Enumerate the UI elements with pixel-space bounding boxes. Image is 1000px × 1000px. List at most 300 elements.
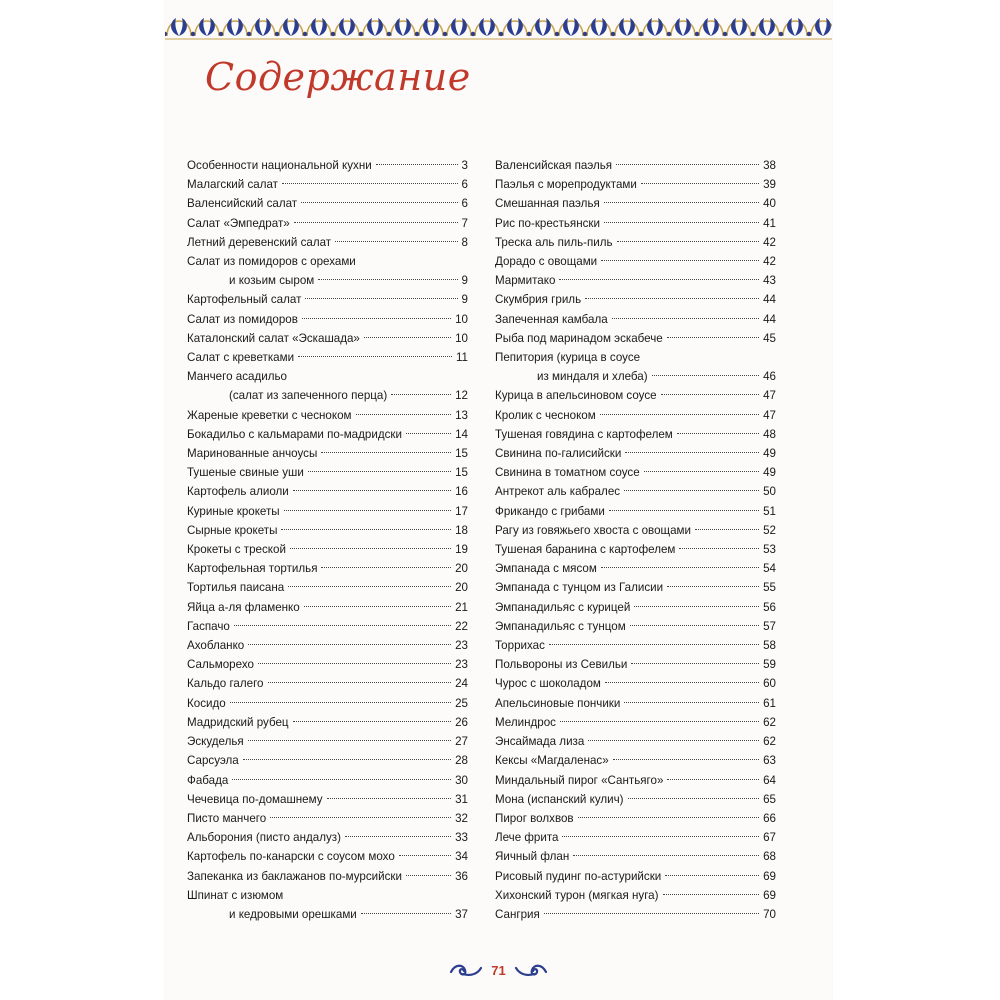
toc-entry-page: 13 [455,408,468,422]
toc-entry-title: Валенсийская паэлья [495,159,613,172]
ornament-dot [191,32,195,36]
toc-entry [495,790,776,809]
toc-entry [187,482,468,501]
dot-leader [248,740,451,741]
dot-leader [677,433,759,434]
toc-entry-page: 63 [763,754,776,768]
toc-entry-page: 23 [455,658,468,672]
toc-entry-title: Мармитако [495,274,556,288]
toc-entry [187,828,468,847]
toc-entry-title: Салат с креветками [187,351,295,365]
dot-leader [624,490,759,491]
toc-entry-title: и кедровыми орешками [229,907,357,921]
toc-entry [495,463,776,482]
ornament-arch [447,21,471,36]
toc-entry-title: Дорадо с овощами [495,255,598,269]
dot-leader [232,779,451,780]
ornament-dot [415,32,419,36]
toc-entry-page: 24 [455,677,468,691]
toc-entry [495,386,776,405]
dot-leader [631,663,759,664]
toc-entry-title: Лече фрита [495,831,559,845]
toc-entry-page: 64 [763,773,776,787]
toc-entry [187,578,468,597]
toc-entry-page: 19 [455,543,468,557]
dot-leader [302,318,451,319]
toc-entry-title: Тушеная баранина с картофелем [495,543,676,557]
toc-entry [187,694,468,713]
toc-entry-page: 54 [763,562,776,576]
toc-entry-page: 32 [455,811,468,825]
toc-entry-title: Кексы «Магдаленас» [495,754,609,768]
toc-entry [495,578,776,597]
toc-entry-title: Антрекот аль кабралес [495,485,621,499]
dot-leader [391,394,451,395]
ornament-arch [279,21,303,36]
toc-entry-title: Сырные крокеты [187,523,278,537]
toc-entry [495,771,776,790]
toc-entry [187,867,468,886]
dot-leader [282,183,458,184]
toc-entry-page: 15 [455,466,468,480]
toc-entry-page: 60 [763,677,776,691]
toc-entry [187,751,468,770]
toc-entry-title: Сангрия [495,907,540,921]
toc-entry-title: Ахобланко [187,639,245,653]
toc-entry-title: Эскуделья [187,735,244,749]
toc-entry [495,674,776,693]
toc-entry-title: Летний деревенский салат [187,235,332,249]
dot-leader [308,471,451,472]
dot-leader [318,279,457,280]
dot-leader [243,759,451,760]
toc-entry [187,713,468,732]
ornament-arch [475,21,499,36]
toc-entry-title: Чечевица по-домашнему [187,792,323,806]
toc-entry [495,617,776,636]
toc-entry [495,828,776,847]
toc-entry-page: 57 [763,619,776,633]
ornament-dot [443,32,447,36]
ornament-arch [559,21,583,36]
toc-entry-page: 70 [763,907,776,921]
toc-entry-page: 69 [763,869,776,883]
toc-entry-title: Рисовый пудинг по-астурийски [495,869,662,883]
toc-entry-page: 10 [455,331,468,345]
toc-entry-page: 11 [455,351,468,365]
toc-entry [187,348,468,367]
ornament-dot [359,32,363,36]
ornament-arch [503,21,527,36]
dot-leader [321,452,451,453]
dot-leader [298,356,452,357]
toc-entry-title: Малагский салат [187,178,278,192]
toc-entry-title: Яичный флан [495,850,570,864]
page-number: 71 [491,962,506,978]
ornament-arch [363,21,387,36]
ornament-dot [303,32,307,36]
ornament-arch [587,21,611,36]
toc-entry-title: Бокадильо с кальмарами по-мадридски [187,427,402,441]
dot-leader [270,817,451,818]
dot-leader [663,894,760,895]
toc-entry-page: 6 [461,197,468,211]
toc-entry-title: Яйца а-ля фламенко [187,600,300,614]
toc-entry [495,156,776,175]
toc-entry [495,886,776,905]
toc-entry-page: 38 [763,159,776,172]
toc-entry [495,425,776,444]
toc-entry [187,463,468,482]
toc-entry [187,809,468,828]
dot-leader [559,279,759,280]
toc-entry-title: Кальдо галего [187,677,264,691]
dot-leader [665,875,759,876]
ornament-dot [639,32,643,36]
toc-entry-title: Шпинат с изюмом [187,888,284,902]
toc-entry-page: 47 [763,389,776,403]
dot-leader [661,394,760,395]
toc-entry-title: Мелиндрос [495,715,556,729]
toc-right-column [495,156,776,924]
toc-entry-title: Жареные креветки с чесноком [187,408,352,422]
ornament-arch [167,21,191,36]
toc-entry [495,271,776,290]
toc-entry [495,559,776,578]
wave-ornament-icon [514,962,548,978]
dot-leader [258,663,451,664]
ornament-dot [331,32,335,36]
dot-leader [560,721,759,722]
toc-entry-page: 37 [455,907,468,921]
toc-entry [495,502,776,521]
dot-leader [376,164,458,165]
dot-leader [695,529,759,530]
ornament-dot [555,32,559,36]
dot-leader [248,644,451,645]
toc-entry-title: Паэлья с морепродуктами [495,178,637,192]
toc-entry [495,214,776,233]
toc-entry-page: 43 [763,274,776,288]
toc-entry-title: Манчего асадильо [187,370,287,384]
toc-entry [187,771,468,790]
dot-leader [616,164,759,165]
dot-leader [605,682,759,683]
dot-leader [630,625,759,626]
toc-entry-page: 10 [455,312,468,326]
toc-entry [187,233,468,252]
ornament-dot [247,32,251,36]
toc-entry [187,559,468,578]
dot-leader [578,817,760,818]
toc-entry-page: 46 [763,370,776,384]
dot-leader [573,855,759,856]
toc-entry-title: Запеченная камбала [495,312,608,326]
toc-entry-page: 18 [455,523,468,537]
toc-entry-page: 66 [763,811,776,825]
dot-leader [293,490,451,491]
toc-entry-title: Торрихас [495,639,545,653]
ornament-arch [643,21,667,36]
toc-entry-title: Салат из помидоров с орехами [187,255,356,269]
toc-entry-page: 30 [455,773,468,787]
dot-leader [321,567,451,568]
toc-entry [495,406,776,425]
ornament-arch [391,21,415,36]
toc-entry-title: Курица в апельсиновом соусе [495,389,657,403]
toc-entry-title: Свинина в томатном соусе [495,466,640,480]
ornament-dot [499,32,503,36]
toc-entry-title: (салат из запеченного перца) [229,389,388,403]
toc-entry [187,655,468,674]
toc-entry-title: Косидо [187,696,226,710]
ornament-arch [727,21,751,36]
dot-leader [612,318,759,319]
ornament-dot [723,32,727,36]
toc-entry [495,290,776,309]
dot-leader [304,606,451,607]
toc-entry-page: 49 [763,466,776,480]
ornament-arch [671,21,695,36]
toc-entry [187,425,468,444]
dot-leader [544,913,759,914]
toc-entry [187,540,468,559]
wave-ornament-icon [449,962,483,978]
ornament-dot [583,32,587,36]
toc-left-column [187,156,468,924]
toc-entry-page: 9 [461,293,468,307]
ornament-arch [699,21,723,36]
ornament-dot [527,32,531,36]
toc-entry-page: 52 [763,523,776,537]
toc-entry-page: 56 [763,600,776,614]
ornament-dot [779,32,783,36]
toc-entry-page: 42 [763,235,776,249]
toc-entry [187,290,468,309]
page-title: Содержание [205,55,471,99]
toc-entry [495,905,776,924]
toc-entry-title: Эмпанада с тунцом из Галисии [495,581,664,595]
ornament-dot [611,32,615,36]
toc-entry-title: и козьим сыром [229,274,315,288]
toc-entry-page: 25 [455,696,468,710]
toc-entry-title: Картофель по-канарски с соусом мохо [187,850,395,864]
toc-entry-title: Картофель алиоли [187,485,289,499]
toc-entry-title: Эмпанадильяс с тунцом [495,619,626,633]
dot-leader [667,779,759,780]
toc-entry [495,540,776,559]
toc-entry-page: 6 [461,178,468,192]
toc-entry [187,367,468,405]
toc-entry [187,329,468,348]
toc-entry-page: 58 [763,639,776,653]
toc-entry-page: 45 [763,331,776,345]
toc-entry [187,521,468,540]
toc-entry-title: Альборония (писто андалуз) [187,831,341,845]
ornament-arch [783,21,807,36]
toc-entry-page: 12 [455,389,468,403]
toc-entry-title: Эмпанадильяс с курицей [495,600,631,614]
toc-entry-page: 67 [763,831,776,845]
toc-entry-page: 44 [763,293,776,307]
toc-entry-title: Смешанная паэлья [495,197,600,211]
ornament-arch [419,21,443,36]
toc-entry-title: Мадридский рубец [187,715,289,729]
dot-leader [294,222,458,223]
toc-entry-page: 42 [763,255,776,269]
toc-entry [495,732,776,751]
dot-leader [305,298,457,299]
dot-leader [327,798,452,799]
toc-entry-page: 62 [763,715,776,729]
dot-leader [230,702,451,703]
toc-entry-page: 27 [455,735,468,749]
border-ornament-icon [165,6,832,42]
toc-entry [495,598,776,617]
dot-leader [652,375,759,376]
ornament-dot [219,32,223,36]
ornament-arch [531,21,555,36]
toc-entry-page: 50 [763,485,776,499]
toc-entry-title: Мона (испанский кулич) [495,792,624,806]
toc-entry-title: Скумбрия гриль [495,293,582,307]
dot-leader [234,625,451,626]
toc-entry-title: Каталонский салат «Эскашада» [187,331,360,345]
dot-leader [601,567,759,568]
toc-entry [495,252,776,271]
book-page [165,0,832,1000]
toc-entry-title: Чурос с шоколадом [495,677,601,691]
toc-entry-title: Фабада [187,773,229,787]
ornament-arch [195,21,219,36]
toc-entry-title: Куриные крокеты [187,504,280,518]
toc-entry-title: Треска аль пиль-пиль [495,235,613,249]
dot-leader [293,721,452,722]
dot-leader [634,606,759,607]
toc-entry-title: Запеканка из баклажанов по-мурсийски [187,869,402,883]
toc-entry-title: Писто манчего [187,811,267,825]
toc-entry-page: 51 [763,504,776,518]
toc-entry [495,348,776,386]
toc-entry-title: Рыба под маринадом эскабече [495,331,663,345]
toc-entry [187,790,468,809]
toc-entry-page: 49 [763,447,776,461]
dot-leader [644,471,759,472]
toc-entry-page: 55 [763,581,776,595]
dot-leader [585,298,759,299]
toc-entry-page: 53 [763,543,776,557]
ornament-dot [275,32,279,36]
toc-entry-title: Сальморехо [187,658,254,672]
toc-entry-page: 26 [455,715,468,729]
toc-entry-page: 34 [455,850,468,864]
toc-entry [495,233,776,252]
toc-entry-page: 23 [455,639,468,653]
toc-entry-page: 48 [763,427,776,441]
toc-entry-page: 28 [455,754,468,768]
dot-leader [288,586,451,587]
toc-entry-page: 17 [455,504,468,518]
dot-leader [679,548,759,549]
dot-leader [549,644,759,645]
toc-entry-title: из миндаля и хлеба) [537,370,648,384]
dot-leader [364,337,451,338]
toc-entry-title: Тушеные свиные уши [187,466,304,480]
ornament-arch [251,21,275,36]
toc-entry-page: 33 [455,831,468,845]
toc-entry [187,406,468,425]
toc-entry-title: Энсаймада лиза [495,735,585,749]
toc-entry-title: Хихонский турон (мягкая нуга) [495,888,659,902]
toc-entry [495,751,776,770]
toc-entry-page: 7 [461,216,468,230]
toc-entry-page: 68 [763,850,776,864]
dot-leader [356,414,452,415]
toc-entry [187,502,468,521]
toc-entry [495,521,776,540]
toc-entry-title: Пепитория (курица в соусе [495,351,641,365]
ornament-dot [807,32,811,36]
toc-entry-title: Тортилья паисана [187,581,285,595]
toc-entry [187,674,468,693]
toc-entry-page: 62 [763,735,776,749]
toc-entry [187,444,468,463]
dot-leader [335,241,457,242]
dot-leader [609,510,759,511]
toc-entry [187,598,468,617]
dot-leader [601,260,759,261]
ornament-dot [471,32,475,36]
toc-entry-page: 69 [763,888,776,902]
toc-entry-page: 15 [455,447,468,461]
dot-leader [667,337,759,338]
ornament-arch [755,21,779,36]
toc-entry [187,252,468,290]
dot-leader [588,740,759,741]
dot-leader [562,836,759,837]
ornament-dot [751,32,755,36]
toc-entry-title: Салат из помидоров [187,312,298,326]
dot-leader [268,682,452,683]
toc-entry-title: Салат «Эмпедрат» [187,216,290,230]
toc-entry-page: 20 [455,562,468,576]
toc-entry-page: 3 [461,159,468,172]
ornament-arch [223,21,247,36]
toc-entry-page: 14 [455,427,468,441]
toc-entry-title: Польвороны из Севильи [495,658,628,672]
dot-leader [361,913,451,914]
toc-entry-title: Гаспачо [187,619,230,633]
dot-leader [667,586,759,587]
toc-entry [495,444,776,463]
dot-leader [406,875,451,876]
toc-entry-title: Тушеная говядина с картофелем [495,427,673,441]
toc-entry [495,194,776,213]
toc-entry-title: Эмпанада с мясом [495,562,597,576]
toc-entry-page: 21 [455,600,468,614]
toc-entry-title: Пирог волхвов [495,811,574,825]
toc-entry-title: Картофельная тортилья [187,562,318,576]
dot-leader [617,241,760,242]
ornament-dot [387,32,391,36]
toc-entry [495,636,776,655]
dot-leader [399,855,451,856]
toc-entry-title: Рагу из говяжьего хвоста с овощами [495,523,691,537]
ornament-dot [695,32,699,36]
toc-entry-title: Фрикандо с грибами [495,504,605,518]
toc-entry [495,655,776,674]
dot-leader [290,548,451,549]
